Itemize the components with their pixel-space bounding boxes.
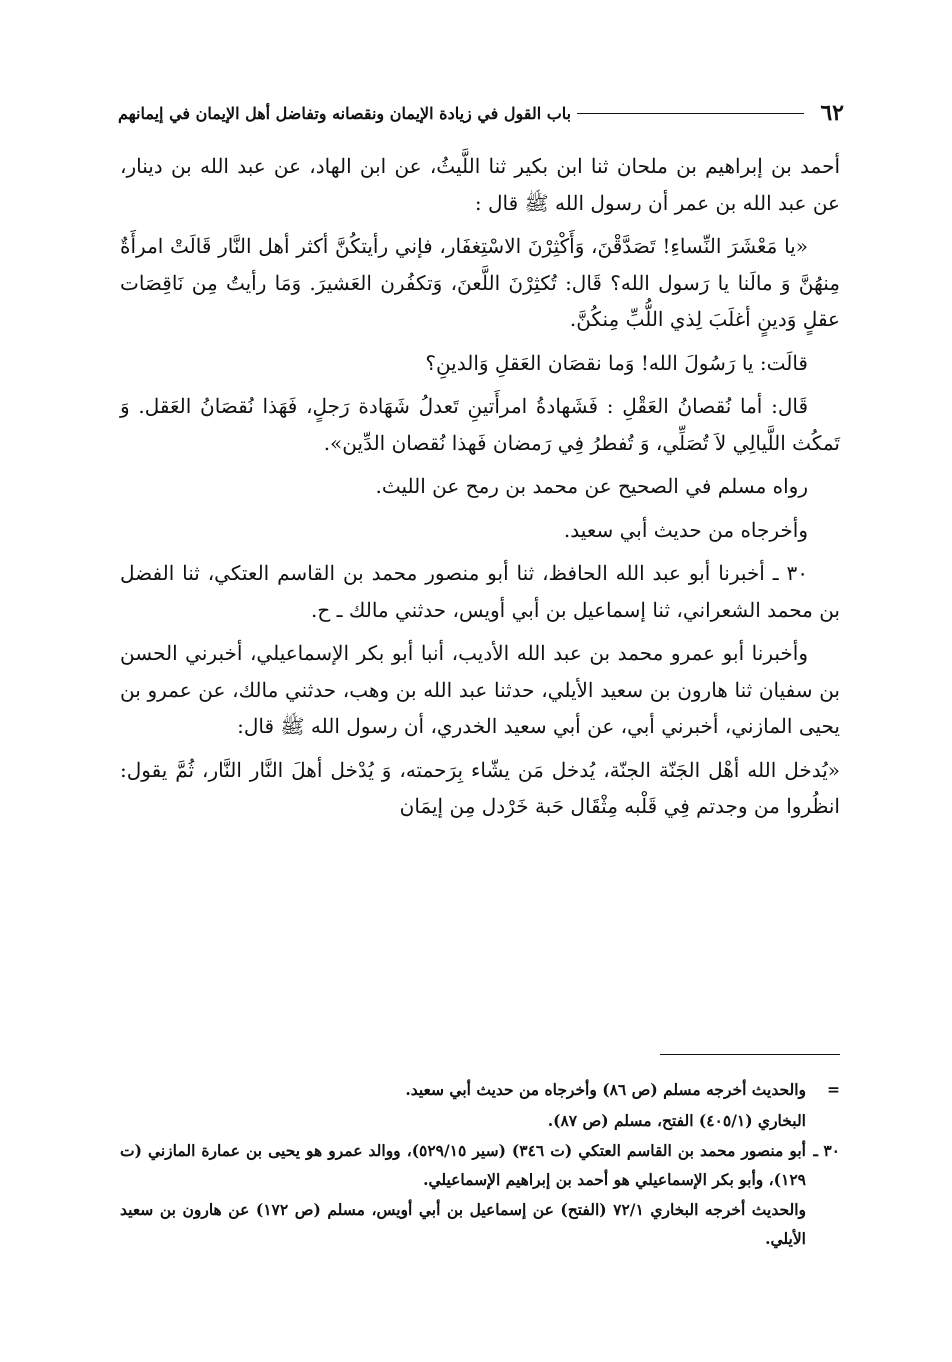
running-title: باب القول في زيادة الإيمان ونقصانه وتفاضل أهل الإيمان في إيمانهم — [118, 103, 572, 123]
footnote-continuation — [120, 1076, 840, 1105]
footnote-text: البخاري (٤٠٥/١) الفتح، مسلم (ص ٨٧). — [547, 1110, 806, 1130]
paragraph-abu-said: وأخرجاه من حديث أبي سعيد. — [563, 517, 808, 542]
paragraph-question: قالَت: يا رَسُولَ الله! وَما نقصَان العَقلِ وَالدينِ؟ — [425, 350, 808, 375]
paragraph-hadith-paradise: «يُدخل الله أهْل الجَنّة الجنّة، يُدخل مَن يشّاء بِرَحمته، وَ يُدْخل أهلَ النَّار النَّار، ثُمَّ يقول: انظُروا من وجدتم فِي قَلْبه مِثْقَال حَبة خَرْدل مِن إيمَان — [120, 757, 840, 818]
footnote-30 — [120, 1137, 840, 1194]
footnote-text: والحديث أخرجه مسلم (ص ٨٦) وأخرجاه من حديث أبي سعيد. — [405, 1080, 806, 1099]
page-number: ٦٢ — [820, 100, 844, 126]
paragraph-second-isnad: وأخبرنا أبو عمرو محمد بن عبد الله الأديب، أنبا أبو بكر الإسماعيلي، أخبرني الحسن بن سفيان ثنا هارون بن سعيد الأيلي، حدثنا عبد الله بن وهب، حدثني مالك، عن عمرو بن يحيى المازني، أخبرني أبي، عن أبي سعيد الخدري، أن رسول الله ﷺ قال: — [120, 641, 840, 738]
paragraph-hadith-30: ٣٠ ـ أخبرنا أبو عبد الله الحافظ، ثنا أبو منصور محمد بن القاسم العتكي، ثنا الفضل بن محمد الشعراني، ثنا إسماعيل بن أبي أويس، حدثني مالك ـ ح. — [120, 561, 840, 622]
paragraph-isnad: أحمد بن إبراهيم بن ملحان ثنا ابن بكير ثنا اللَّيثُ، عن ابن الهاد، عن عبد الله بن دينار، عن عبد الله بن عمر أن رسول الله ﷺ قال : — [120, 154, 840, 215]
footnote-marker: = — [827, 1080, 840, 1099]
footnote-marker: ٣٠ ـ — [813, 1141, 840, 1160]
footnote-text: أبو منصور محمد بن القاسم العتكي (ت ٣٤٦) (سير ٥٢٩/١٥)، ووالد عمرو هو يحيى بن عمارة المازني (ت ١٢٩)، وأبو بكر الإسماعيلي هو أحمد بن إبراهيم الإسماعيلي. — [120, 1141, 806, 1189]
header-rule — [577, 113, 804, 114]
page-header — [118, 98, 844, 128]
footnote-separator — [660, 1054, 840, 1055]
footnotes — [120, 1076, 840, 1255]
paragraph-hadith-women: «يا مَعْشَرَ النِّساءِ! تَصَدَّقْنَ، وَأَكْثِرْنَ الاسْتِغفَار، فإني رأيتكُنَّ أكثر أهل النَّار قَالَتْ امرأَةٌ مِنهُنَّ وَ مالَنا يا رَسول الله؟ قَال: تُكثِرْنَ اللَّعنَ، وَتكفُرن العَشيرَ. وَمَا رأيتُ مِن نَاقِصَات عقلٍ وَدينٍ أغلَبَ لِذي اللُّبِّ مِنكُنَّ. — [120, 234, 840, 331]
footnote-text: والحديث أخرجه البخاري ٧٢/١ (الفتح) عن إسماعيل بن أبي أويس، مسلم (ص ١٧٢) عن هارون بن سعيد الأيلي. — [120, 1200, 806, 1248]
paragraph-answer: قَال: أما نُقصانُ العَقْلِ : فَشَهادةُ امرأَتينِ تَعدلُ شَهَادة رَجلٍ، فَهَذا نُقصَانُ العَقل. وَ تَمكُث اللَّيالِي لاَ تُصَلِّي، وَ تُفطرُ فِي رَمضان فَهذا نُقصان الدِّين». — [120, 394, 840, 455]
paragraph-muslim-narration: رواه مسلم في الصحيح عن محمد بن رمح عن الليث. — [375, 474, 808, 498]
main-text — [120, 148, 840, 832]
